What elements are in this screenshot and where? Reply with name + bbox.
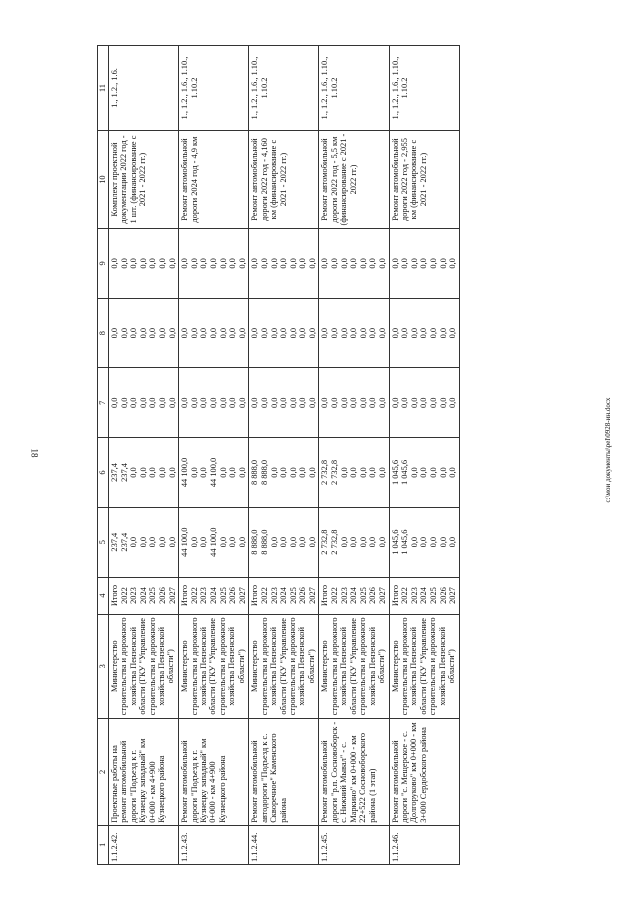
row-col6-value: 2 732,8 [320,459,330,486]
row-col9-value: 0,0 [279,258,289,269]
row-col7-value: 0,0 [358,397,368,409]
row-col8-value: 0,0 [218,327,228,339]
row-col5-value: 0,0 [279,536,289,548]
row-col8-value: 0,0 [307,327,317,339]
row-years-value: 2024 [349,587,359,604]
row-col6-value: 0,0 [368,467,378,478]
row-col6-value: 0,0 [419,467,429,478]
row-col8-value: 0,0 [157,327,167,339]
row-col6-value: 44 100,0 [208,457,218,488]
row-col9 [319,229,389,299]
row-col7-value: 0,0 [320,397,330,409]
row-col8-value: 0,0 [129,327,139,339]
row-col7-value: 0,0 [279,397,289,409]
row-col9-value: 0,0 [400,258,410,269]
row-col9-value: 0,0 [429,258,438,269]
row-executor: Министерство строительства и дорожного хозяйства Пензенской области (ГКУ "Управление строительства и дорожного хозяйства Пензенской области") [179,614,249,719]
row-col8-value: 0,0 [320,327,330,339]
row-col7-value: 0,0 [298,397,308,409]
row-years-value: 2025 [358,587,368,604]
row-col6-value: 0,0 [429,467,438,478]
row-col5-value: 2 732,8 [330,529,340,555]
row-col9 [179,229,249,299]
row-col5-value: 0,0 [157,536,167,548]
row-result: Ремонт автомобильной дороги 2022 год - 2,955 км (финансирование с 2021 - 2022 гг.) [389,131,459,229]
row-col6-value: 0,0 [448,467,458,478]
row-col5-value: 0,0 [448,536,458,548]
row-col8-value: 0,0 [110,327,119,339]
row-result: Ремонт автомобильной дороги 2022 год - 4,160 км (финансирование с 2021 - 2022 гг.) [249,131,319,229]
row-col5-value: 2 732,8 [320,529,330,555]
row-executor: Министерство строительства и дорожного хозяйства Пензенской области (ГКУ "Управление строительства и дорожного хозяйства Пензенской области") [249,614,319,719]
row-col9-value: 0,0 [110,258,119,269]
row-col6-value: 0,0 [298,467,308,478]
row-col7-value: 0,0 [448,397,458,409]
row-col9-value: 0,0 [119,258,129,269]
row-col8 [319,298,389,368]
row-col7 [319,368,389,438]
header-col-3: 3 [98,614,109,719]
row-col5-value: 44 100,0 [208,527,218,557]
row-col5-value: 0,0 [378,536,388,548]
row-col9-value: 0,0 [237,258,247,269]
rotated-table-container [97,45,597,865]
row-col9 [249,229,319,299]
row-id: 1.1.2.46. [389,825,459,864]
row-years-value: 2022 [189,587,199,604]
row-years-value: 2027 [448,587,458,604]
row-col9-value: 0,0 [409,258,419,269]
row-col8-value: 0,0 [138,327,148,339]
row-col8 [109,298,179,368]
row-col5-value: 0,0 [167,536,177,548]
row-years-value: 2026 [368,587,378,604]
row-years [319,577,389,614]
row-years-value: 2026 [438,587,448,604]
row-col9-value: 0,0 [189,258,199,269]
row-name: Ремонт автомобильной дороги "с. Мещерское - с. Долгоруково" км 0+000 - км 3+000 Сердобского района [389,719,459,826]
row-col7 [389,368,459,438]
header-col-7: 7 [98,368,109,438]
table-row [179,46,249,865]
row-col6-value: 0,0 [138,467,148,478]
program-table [97,45,460,865]
row-col8-value: 0,0 [378,327,388,339]
row-col5-value: 0,0 [307,536,317,548]
row-col6-value: 0,0 [438,467,448,478]
row-col7-value: 0,0 [180,397,190,409]
row-col9-value: 0,0 [228,258,238,269]
row-col8-value: 0,0 [237,327,247,339]
row-col6-value: 0,0 [378,467,388,478]
row-col7-value: 0,0 [368,397,378,409]
row-col5-value: 0,0 [138,536,148,548]
row-col6-value: 0,0 [269,467,279,478]
row-name: Ремонт автомобильной дороги "Подъезд к г. Кузнецку западный" км 0+000 - км 4+900 Кузнецкого района [179,719,249,826]
row-years-value: 2023 [199,587,209,604]
row-years-value: 2022 [330,587,340,604]
row-col6-value: 0,0 [288,467,298,478]
header-col-6: 6 [98,438,109,508]
row-col7-value: 0,0 [409,397,419,409]
row-col8-value: 0,0 [279,327,289,339]
row-col5 [249,507,319,577]
row-col8-value: 0,0 [259,327,269,339]
row-years-value: 2024 [279,587,289,604]
row-col8 [389,298,459,368]
row-years-value: 2022 [400,587,410,604]
row-links: 1., 1.2., 1.6., 1.10., 1.10.2 [319,46,389,131]
row-col9-value: 0,0 [358,258,368,269]
row-col6-value: 1 045,6 [390,459,400,486]
header-col-8: 8 [98,298,109,368]
row-col9-value: 0,0 [390,258,400,269]
row-col7-value: 0,0 [429,397,438,409]
row-col9-value: 0,0 [298,258,308,269]
row-years [389,577,459,614]
row-col8-value: 0,0 [148,327,158,339]
row-col8-value: 0,0 [167,327,177,339]
row-col5-value: 0,0 [288,536,298,548]
row-years-value: Итого [250,584,260,607]
row-col7-value: 0,0 [438,397,448,409]
row-col6-value: 0,0 [358,467,368,478]
row-col8-value: 0,0 [409,327,419,339]
row-col6-value: 0,0 [167,467,177,478]
row-years [249,577,319,614]
row-col6-value: 8 888,0 [259,459,269,486]
row-years-value: 2024 [419,587,429,604]
row-col9-value: 0,0 [218,258,228,269]
row-col9-value: 0,0 [320,258,330,269]
row-col9-value: 0,0 [148,258,158,269]
row-years-value: 2023 [339,587,349,604]
row-col6-value: 0,0 [148,467,158,478]
row-years-value: 2027 [378,587,388,604]
row-col9-value: 0,0 [259,258,269,269]
row-col8-value: 0,0 [228,327,238,339]
row-years-value: 2026 [157,587,167,604]
row-col5-value: 0,0 [269,536,279,548]
row-col6-value: 0,0 [228,467,238,478]
row-col5-value: 0,0 [429,536,438,548]
table-row [249,46,319,865]
row-col5-value: 0,0 [148,536,158,548]
row-col5-value: 0,0 [368,536,378,548]
row-col8 [249,298,319,368]
row-col9-value: 0,0 [378,258,388,269]
row-col5-value: 0,0 [228,536,238,548]
row-col5-value: 1 045,6 [390,529,400,555]
row-col7-value: 0,0 [157,397,167,409]
row-col5-value: 0,0 [218,536,228,548]
row-col8-value: 0,0 [298,327,308,339]
row-years-value: Итого [320,584,330,607]
row-col5-value: 1 045,6 [400,529,410,555]
row-col6-value: 0,0 [339,467,349,478]
row-col8-value: 0,0 [339,327,349,339]
row-col8-value: 0,0 [208,327,218,339]
row-id: 1.1.2.42. [109,825,179,864]
row-col7-value: 0,0 [110,397,119,409]
row-result: Ремонт автомобильной дороги 2022 год - 5,5 км (финансирование с 2021 - 2022 гг.) [319,131,389,229]
row-col6-value: 0,0 [189,467,199,478]
row-executor: Министерство строительства и дорожного хозяйства Пензенской области (ГКУ "Управление строительства и дорожного хозяйства Пензенской области") [389,614,459,719]
row-col9-value: 0,0 [448,258,458,269]
row-col8-value: 0,0 [119,327,129,339]
row-col6-value: 0,0 [199,467,209,478]
row-col9-value: 0,0 [138,258,148,269]
header-col-11: 11 [98,46,109,131]
row-years-value: 2023 [269,587,279,604]
row-years [179,577,249,614]
row-col7-value: 0,0 [288,397,298,409]
row-col6 [249,438,319,508]
row-col8-value: 0,0 [269,327,279,339]
row-links: 1., 1.2., 1.6., 1.10., 1.10.2 [179,46,249,131]
row-col8-value: 0,0 [358,327,368,339]
row-col5-value: 237,4 [119,532,129,552]
row-col9-value: 0,0 [438,258,448,269]
row-col5-value: 0,0 [199,536,209,548]
table-row [109,46,179,865]
row-years-value: 2025 [288,587,298,604]
row-col7-value: 0,0 [250,397,260,409]
row-col8-value: 0,0 [429,327,438,339]
row-col8 [179,298,249,368]
row-years-value: 2022 [119,587,129,604]
row-years-value: Итого [390,584,400,607]
header-col-9: 9 [98,229,109,299]
row-col6-value: 237,4 [110,463,119,482]
row-id: 1.1.2.45. [319,825,389,864]
row-years-value: 2025 [218,587,228,604]
row-col7-value: 0,0 [307,397,317,409]
row-col8-value: 0,0 [189,327,199,339]
header-col-5: 5 [98,507,109,577]
row-col7-value: 0,0 [148,397,158,409]
row-col8-value: 0,0 [349,327,359,339]
row-years-value: 2027 [307,587,317,604]
row-col9-value: 0,0 [208,258,218,269]
row-col7-value: 0,0 [138,397,148,409]
row-col9-value: 0,0 [288,258,298,269]
row-col6-value: 44 100,0 [180,457,190,488]
row-col5-value: 0,0 [349,536,359,548]
row-col8-value: 0,0 [390,327,400,339]
row-years-value: Итого [110,584,119,607]
row-col7-value: 0,0 [259,397,269,409]
row-col7 [109,368,179,438]
row-col6-value: 0,0 [218,467,228,478]
row-id: 1.1.2.44. [249,825,319,864]
row-col6-value: 8 888,0 [250,459,260,486]
row-col8-value: 0,0 [419,327,429,339]
row-executor: Министерство строительства и дорожного хозяйства Пензенской области (ГКУ "Управление строительства и дорожного хозяйства Пензенской области") [319,614,389,719]
row-col7-value: 0,0 [237,397,247,409]
row-col5-value: 0,0 [129,536,139,548]
row-col6-value: 237,4 [119,463,129,482]
row-col7-value: 0,0 [330,397,340,409]
row-col6-value: 1 045,6 [400,459,410,486]
row-col5-value: 44 100,0 [180,527,190,557]
row-years-value: 2025 [148,587,158,604]
row-years-value: 2023 [409,587,419,604]
row-col6-value: 0,0 [279,467,289,478]
table-row [389,46,459,865]
row-col6-value: 0,0 [307,467,317,478]
row-col8-value: 0,0 [438,327,448,339]
row-years-value: Итого [180,584,190,607]
row-col7-value: 0,0 [218,397,228,409]
row-years-value: 2026 [298,587,308,604]
row-col5-value: 0,0 [339,536,349,548]
row-col7-value: 0,0 [378,397,388,409]
row-col6-value: 0,0 [129,467,139,478]
row-name: Ремонт автомобильной дороги "р.п. Сосновоборск - с. Нижний Мывал" - с. Маркино" км 0+000 - км 22+522 Сосновоборского района (1 этап) [319,719,389,826]
row-col7-value: 0,0 [119,397,129,409]
row-col7-value: 0,0 [269,397,279,409]
row-col9 [389,229,459,299]
row-col5-value: 0,0 [419,536,429,548]
row-name: Проектные работы на ремонт автомобильной дороги "Подъезд к г. Кузнецку западный" км 0+000 - км 4+900 Кузнецкого района [109,719,179,826]
row-col8-value: 0,0 [250,327,260,339]
row-col7-value: 0,0 [199,397,209,409]
row-col8-value: 0,0 [330,327,340,339]
row-col6-value: 0,0 [409,467,419,478]
row-years-value: 2027 [237,587,247,604]
row-col7-value: 0,0 [400,397,410,409]
row-col7-value: 0,0 [419,397,429,409]
row-col5-value: 0,0 [409,536,419,548]
row-col5-value: 0,0 [358,536,368,548]
page-number: 18 [29,448,40,458]
table-body [109,46,460,865]
row-col5 [179,507,249,577]
row-col8-value: 0,0 [400,327,410,339]
row-col9-value: 0,0 [157,258,167,269]
footer-file-path: c:\мои документы\pel\0928-ин.docx [604,397,612,503]
row-col9-value: 0,0 [307,258,317,269]
row-col9-value: 0,0 [250,258,260,269]
row-id: 1.1.2.43. [179,825,249,864]
row-years-value: 2022 [259,587,269,604]
row-col9-value: 0,0 [180,258,190,269]
row-col7-value: 0,0 [349,397,359,409]
row-col5 [109,507,179,577]
row-years-value: 2025 [429,587,438,604]
row-col8-value: 0,0 [288,327,298,339]
row-col7-value: 0,0 [167,397,177,409]
row-col6 [109,438,179,508]
row-col5 [319,507,389,577]
row-col7-value: 0,0 [208,397,218,409]
row-col5-value: 237,4 [110,532,119,552]
row-years-value: 2024 [208,587,218,604]
row-result: Ремонт автомобильной дороги 2024 год - 4,9 км [179,131,249,229]
row-col6 [179,438,249,508]
row-col7-value: 0,0 [339,397,349,409]
row-col5-value: 0,0 [237,536,247,548]
row-col9-value: 0,0 [419,258,429,269]
header-col-10: 10 [98,131,109,229]
row-col9-value: 0,0 [269,258,279,269]
row-col5-value: 0,0 [189,536,199,548]
row-years-value: 2026 [228,587,238,604]
row-col9-value: 0,0 [199,258,209,269]
row-col7 [249,368,319,438]
row-col5-value: 8 888,0 [259,529,269,555]
row-result: Комплект проектной документации 2022 год - 1 шт. (финансирование с 2021 - 2022 гг.) [109,131,179,229]
row-col6 [319,438,389,508]
row-col7-value: 0,0 [189,397,199,409]
row-col6-value: 0,0 [237,467,247,478]
row-links: 1., 1.2., 1.6., 1.10., 1.10.2 [389,46,459,131]
row-col9-value: 0,0 [339,258,349,269]
row-col9-value: 0,0 [330,258,340,269]
row-executor: Министерство строительства и дорожного хозяйства Пензенской области (ГКУ "Управление строительства и дорожного хозяйства Пензенской области") [109,614,179,719]
row-col6-value: 2 732,8 [330,459,340,486]
row-col7-value: 0,0 [129,397,139,409]
row-col8-value: 0,0 [180,327,190,339]
row-col9-value: 0,0 [129,258,139,269]
row-col7 [179,368,249,438]
row-col8-value: 0,0 [448,327,458,339]
row-years [109,577,179,614]
row-col5-value: 8 888,0 [250,529,260,555]
row-col5-value: 0,0 [298,536,308,548]
row-col6 [389,438,459,508]
header-col-2: 2 [98,719,109,826]
row-col5-value: 0,0 [438,536,448,548]
row-col9-value: 0,0 [368,258,378,269]
row-col8-value: 0,0 [368,327,378,339]
row-links: 1., 1.2., 1.6. [109,46,179,131]
row-years-value: 2024 [138,587,148,604]
row-col9 [109,229,179,299]
row-col6-value: 0,0 [157,467,167,478]
row-col6-value: 0,0 [349,467,359,478]
row-years-value: 2027 [167,587,177,604]
header-number-row [98,46,109,865]
row-links: 1., 1.2., 1.6., 1.10., 1.10.2 [249,46,319,131]
table-row [319,46,389,865]
row-col9-value: 0,0 [167,258,177,269]
row-years-value: 2023 [129,587,139,604]
row-col5 [389,507,459,577]
row-col7-value: 0,0 [228,397,238,409]
row-col8-value: 0,0 [199,327,209,339]
row-name: Ремонт автомобильной автодороги "Подъезд к с. Скворечное" Каменского района [249,719,319,826]
header-col-1: 1 [98,825,109,864]
header-col-4: 4 [98,577,109,614]
row-col7-value: 0,0 [390,397,400,409]
row-col9-value: 0,0 [349,258,359,269]
